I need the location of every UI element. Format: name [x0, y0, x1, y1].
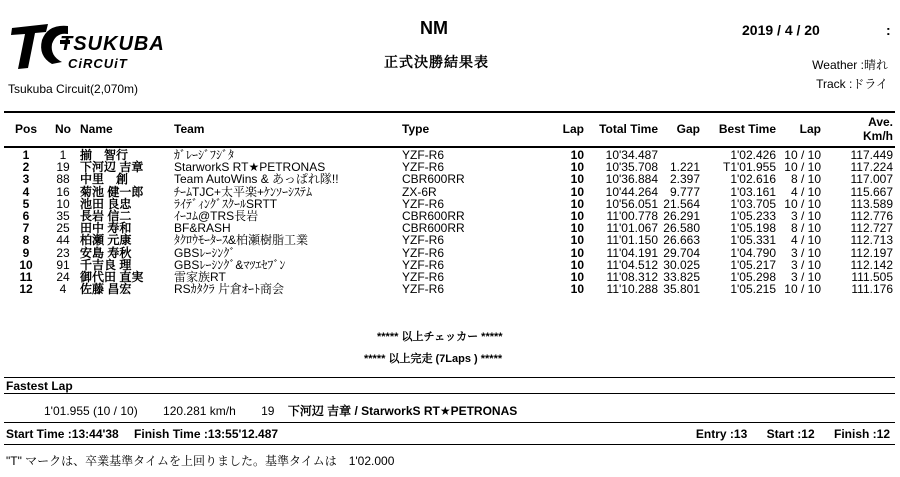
- cell-lap: 10: [570, 160, 584, 175]
- cell-best-time: 1'05.217: [730, 257, 776, 272]
- cell-ave: 113.589: [850, 196, 893, 211]
- fastest-lap-top-rule: [4, 377, 895, 378]
- cell-gap: 2.397: [669, 172, 700, 187]
- venue-name: Tsukuba Circuit(2,070m): [8, 82, 139, 96]
- cell-best-lap: 10 / 10: [784, 148, 821, 163]
- summary-top-rule: [4, 422, 895, 423]
- cell-name: 千吉良 理: [80, 257, 132, 272]
- cell-gap: 26.291: [663, 209, 700, 224]
- fastest-lap-no: 19: [261, 404, 275, 418]
- fastest-lap-speed: 120.281 km/h: [163, 404, 236, 418]
- cell-type: YZF-R6: [402, 233, 444, 248]
- cell-best-time: T1'01.955: [723, 160, 776, 175]
- cell-pos: 10: [19, 257, 33, 272]
- cell-best-time: 1'02.616: [730, 172, 776, 187]
- cell-no: 44: [56, 233, 70, 248]
- cell-no: 24: [56, 269, 70, 284]
- logo-text-sub: CiRCUiT: [68, 56, 128, 71]
- table-header-row: [4, 112, 895, 145]
- cell-ave: 112.713: [850, 233, 893, 248]
- cell-team: ﾁｰﾑTJC+太平楽+ｹﾝｿｰｼｽﾃﾑ: [174, 184, 313, 199]
- cell-pos: 12: [19, 282, 33, 297]
- cell-name: 佐藤 昌宏: [80, 282, 132, 297]
- footnote: "T" マークは、卒業基準タイムを上回りました。基準タイムは 1'02.000: [6, 454, 395, 468]
- cell-total-time: 11'01.150: [606, 233, 658, 248]
- table-row: [4, 283, 895, 295]
- cell-total-time: 10'34.487: [605, 148, 658, 163]
- cell-total-time: 10'36.884: [605, 172, 658, 187]
- entry-count: Entry :13: [695, 427, 748, 441]
- fastest-lap-details: [44, 402, 539, 419]
- fastest-lap-rider: 下河辺 吉章 / StarworkS RT★PETRONAS: [287, 404, 518, 418]
- cell-no: 25: [56, 221, 70, 236]
- cell-name: 菊池 健一郎: [80, 184, 144, 199]
- cell-team: Team AutoWins & あっぱれ隊!!: [174, 172, 339, 187]
- cell-pos: 4: [22, 184, 30, 199]
- cell-lap: 10: [570, 196, 584, 211]
- col-ave: [823, 112, 895, 145]
- cell-pos: 1: [22, 148, 30, 163]
- start-count: Start :12: [766, 427, 815, 441]
- cell-team: RSｶﾀｸﾗ 片倉ｵｰﾄ商会: [174, 282, 285, 297]
- cell-team: GBSﾚｰｼﾝｸﾞ: [174, 245, 236, 260]
- table-row: [4, 186, 895, 198]
- cell-name: 長岩 信二: [80, 209, 132, 224]
- cell-type: YZF-R6: [402, 257, 444, 272]
- cell-best-lap: 3 / 10: [790, 269, 821, 284]
- cell-pos: 2: [22, 160, 30, 175]
- col-ave-line2: Km/h: [863, 128, 893, 143]
- cell-gap: 26.663: [663, 233, 700, 248]
- cell-type: YZF-R6: [402, 148, 444, 163]
- cell-gap: 26.580: [663, 221, 700, 236]
- cell-best-time: 1'05.233: [730, 209, 776, 224]
- cell-gap: 30.025: [663, 257, 700, 272]
- cell-no: 23: [56, 245, 70, 260]
- document-title: 正式決勝結果表: [384, 54, 489, 70]
- table-row: [4, 247, 895, 259]
- logo-text-main: TSUKUBA: [60, 33, 165, 55]
- finish-count: Finish :12: [833, 427, 890, 441]
- cell-pos: 5: [22, 196, 30, 211]
- cell-type: YZF-R6: [402, 196, 444, 211]
- race-date: 2019 / 4 / 20: [742, 22, 820, 38]
- cell-ave: 112.727: [850, 221, 893, 236]
- cell-total-time: 11'04.512: [606, 257, 658, 272]
- cell-best-time: 1'03.161: [730, 184, 776, 199]
- col-lap: Lap: [562, 121, 584, 136]
- col-type: Type: [402, 121, 430, 136]
- cell-no: 1: [59, 148, 67, 163]
- cell-gap: 35.801: [663, 282, 700, 297]
- cell-type: ZX-6R: [402, 184, 437, 199]
- cell-no: 10: [56, 196, 70, 211]
- cell-no: 19: [56, 160, 70, 175]
- cell-type: YZF-R6: [402, 160, 444, 175]
- cell-team: StarworkS RT★PETRONAS: [174, 160, 326, 175]
- cell-no: 4: [59, 282, 67, 297]
- cell-no: 91: [56, 257, 70, 272]
- col-best-time: Best Time: [718, 121, 776, 136]
- cell-name: 柏瀬 元康: [80, 233, 132, 248]
- cell-best-lap: 10 / 10: [784, 196, 821, 211]
- cell-name: 中里 創: [80, 172, 129, 187]
- cell-best-lap: 10 / 10: [784, 160, 821, 175]
- fastest-lap-label-rule: [4, 393, 895, 394]
- cell-gap: 9.777: [669, 184, 700, 199]
- cell-lap: 10: [570, 172, 584, 187]
- cell-type: YZF-R6: [402, 282, 444, 297]
- cell-lap: 10: [570, 184, 584, 199]
- start-time: Start Time :13:44'38: [6, 427, 119, 441]
- cell-best-time: 1'05.215: [730, 282, 776, 297]
- col-best-lap: Lap: [799, 121, 821, 136]
- cell-pos: 7: [22, 221, 30, 236]
- cell-no: 35: [56, 209, 70, 224]
- cell-total-time: 11'01.067: [606, 221, 658, 236]
- cell-best-time: 1'04.790: [730, 245, 776, 260]
- cell-best-time: 1'05.198: [730, 221, 776, 236]
- cell-pos: 8: [22, 233, 30, 248]
- col-team: Team: [174, 121, 205, 136]
- fastest-lap-time: 1'01.955 (10 / 10): [44, 404, 138, 418]
- col-name: Name: [80, 121, 113, 136]
- cell-total-time: 10'35.708: [605, 160, 658, 175]
- cell-total-time: 10'56.051: [605, 196, 658, 211]
- cell-best-lap: 4 / 10: [790, 233, 821, 248]
- cell-team: ｶﾞﾚｰｼﾞﾌｼﾞﾀ: [174, 148, 235, 163]
- finish-time: Finish Time :13:55'12.487: [134, 427, 279, 441]
- col-gap: Gap: [676, 121, 700, 136]
- cell-lap: 10: [570, 282, 584, 297]
- cell-best-lap: 3 / 10: [790, 209, 821, 224]
- cell-best-lap: 10 / 10: [784, 282, 821, 297]
- cell-name: 揃 智行: [80, 148, 129, 163]
- track-label: Track :: [816, 77, 853, 91]
- weather-value: 晴れ: [863, 58, 888, 72]
- cell-ave: 117.224: [850, 160, 893, 175]
- cell-type: YZF-R6: [402, 245, 444, 260]
- table-row: [4, 234, 895, 246]
- cell-team: ﾀｸﾛｳﾓｰﾀｰｽ&柏瀬樹脂工業: [174, 233, 309, 248]
- col-ave-line1: Ave.: [868, 114, 893, 129]
- cell-team: 雷家族RT: [174, 269, 226, 284]
- cell-ave: 112.197: [850, 245, 893, 260]
- cell-name: 下河辺 吉章: [80, 160, 144, 175]
- date-suffix: :: [886, 22, 891, 38]
- cell-type: CBR600RR: [402, 172, 465, 187]
- cell-type: CBR600RR: [402, 209, 465, 224]
- cell-total-time: 11'04.191: [606, 245, 658, 260]
- cell-lap: 10: [570, 233, 584, 248]
- cell-team: ﾗｲﾃﾞｨﾝｸﾞｽｸｰﾙSRTT: [174, 196, 278, 211]
- cell-best-lap: 3 / 10: [790, 257, 821, 272]
- col-no: No: [55, 121, 71, 136]
- cell-total-time: 11'08.312: [606, 269, 658, 284]
- event-name: NM: [420, 18, 448, 38]
- cell-team: ｲｰｺﾑ@TRS長岩: [174, 209, 259, 224]
- cell-type: YZF-R6: [402, 269, 444, 284]
- summary-bottom-rule: [4, 444, 895, 445]
- track-info: [816, 75, 888, 92]
- table-row: [4, 173, 895, 185]
- fastest-lap-label: Fastest Lap: [6, 379, 73, 393]
- cell-best-time: 1'03.705: [730, 196, 776, 211]
- cell-team: BF&RASH: [174, 221, 231, 236]
- col-total-time: Total Time: [599, 121, 658, 136]
- results-body: [4, 145, 895, 295]
- cell-ave: 112.142: [850, 257, 893, 272]
- cell-ave: 112.776: [850, 209, 893, 224]
- cell-lap: 10: [570, 245, 584, 260]
- cell-no: 88: [56, 172, 70, 187]
- cell-name: 池田 良忠: [80, 196, 132, 211]
- cell-best-lap: 4 / 10: [790, 184, 821, 199]
- cell-pos: 6: [22, 209, 30, 224]
- cell-gap: 33.825: [663, 269, 700, 284]
- cell-total-time: 10'44.264: [605, 184, 658, 199]
- race-counts: [680, 427, 890, 441]
- cell-lap: 10: [570, 148, 584, 163]
- cell-ave: 111.505: [851, 269, 893, 284]
- cell-ave: 117.007: [850, 172, 893, 187]
- cell-name: 安島 寿秋: [80, 245, 132, 260]
- cell-lap: 10: [570, 257, 584, 272]
- cell-lap: 10: [570, 269, 584, 284]
- cell-best-lap: 3 / 10: [790, 245, 821, 260]
- cell-ave: 117.449: [850, 148, 893, 163]
- cell-pos: 3: [22, 172, 30, 187]
- cell-name: 御代田 直実: [80, 269, 144, 284]
- cell-ave: 115.667: [850, 184, 893, 199]
- cell-best-time: 1'05.331: [730, 233, 776, 248]
- checker-note: ***** 以上チェッカー *****: [377, 331, 503, 343]
- results-table: [4, 112, 895, 295]
- cell-gap: 21.564: [663, 196, 700, 211]
- cell-type: CBR600RR: [402, 221, 465, 236]
- cell-pos: 9: [22, 245, 30, 260]
- cell-name: 田中 寿和: [80, 221, 132, 236]
- cell-total-time: 11'10.288: [606, 282, 658, 297]
- completed-note: ***** 以上完走 (7Laps ) *****: [364, 353, 503, 365]
- cell-gap: 1.221: [669, 160, 700, 175]
- weather-label: Weather :: [812, 58, 864, 72]
- cell-best-time: 1'05.298: [730, 269, 776, 284]
- weather-info: [812, 56, 888, 73]
- cell-best-lap: 8 / 10: [790, 221, 821, 236]
- cell-best-lap: 8 / 10: [790, 172, 821, 187]
- cell-pos: 11: [19, 269, 33, 284]
- cell-lap: 10: [570, 221, 584, 236]
- track-value: ドライ: [852, 77, 888, 91]
- cell-lap: 10: [570, 209, 584, 224]
- cell-gap: 29.704: [663, 245, 700, 260]
- col-pos: Pos: [14, 121, 37, 136]
- tsukuba-circuit-logo: [8, 22, 213, 74]
- race-times: [6, 427, 278, 441]
- cell-best-time: 1'02.426: [730, 148, 776, 163]
- cell-total-time: 11'00.778: [606, 209, 658, 224]
- cell-team: GBSﾚｰｼﾝｸﾞ&ﾏﾂｴｾﾌﾞﾝ: [174, 257, 286, 272]
- cell-ave: 111.176: [851, 282, 893, 297]
- cell-no: 16: [56, 184, 70, 199]
